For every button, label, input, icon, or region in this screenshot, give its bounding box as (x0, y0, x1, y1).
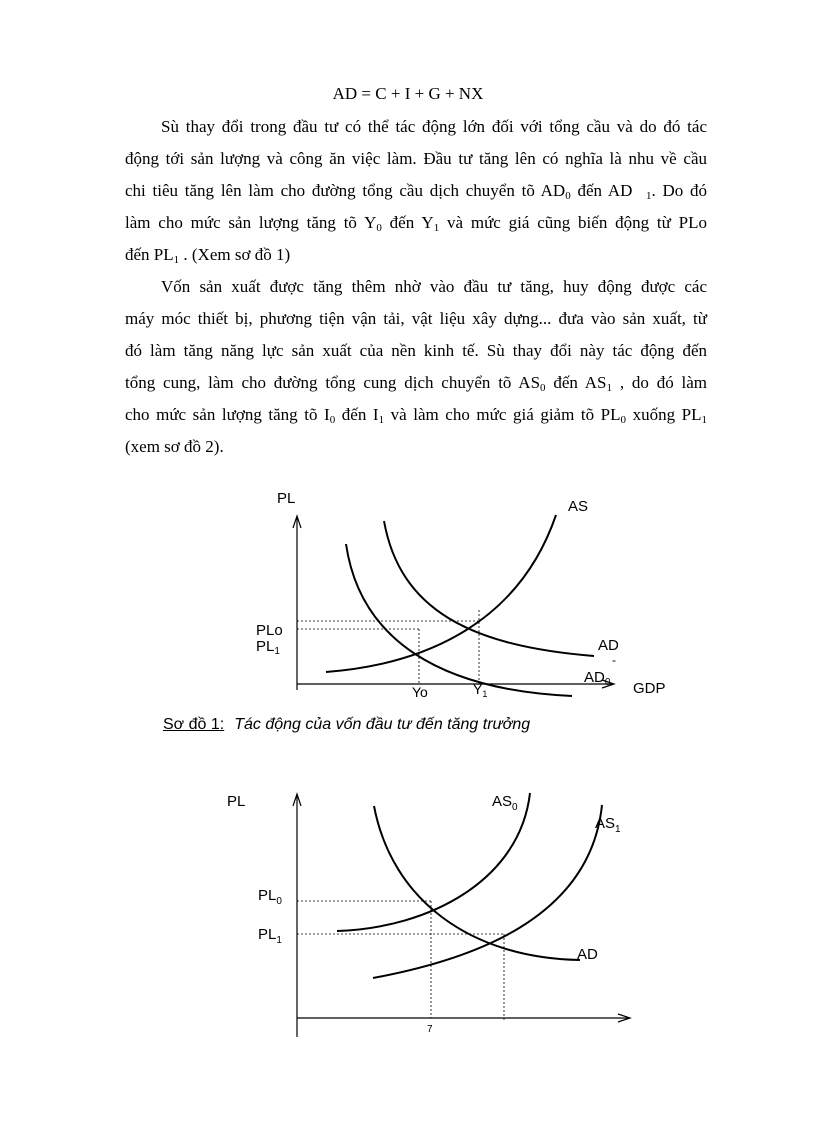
y-axis-arrow (293, 516, 301, 528)
diagram-1-caption (163, 716, 530, 734)
ad-curve (374, 806, 580, 960)
ad0-label: $AD_0$ (584, 669, 611, 688)
y-axis-label: PL (277, 490, 296, 507)
ad-label: AD (598, 637, 619, 654)
plo-label: PLo (256, 622, 283, 639)
text-line: chi tiêu tăng lên làm cho đường tổng cầu dịch chuyển tõ $AD_0$ đến AD $_1$. Do đó (125, 181, 707, 202)
as1-curve (373, 805, 602, 978)
text-line: đến $PL_1$ . (Xem sơ đồ 1) (125, 245, 291, 266)
as0-curve (337, 793, 530, 931)
y-axis-arrow (293, 794, 301, 806)
text-line: Sù thay đổi trong đầu tư có thể tác động lớn đối với tổng cầu và do đó tác (161, 117, 707, 136)
pl1-label: $PL_1$ (256, 638, 280, 657)
text-line: tổng cung, làm cho đường tổng cung dịch chuyển tõ $AS_0$ đến $AS_1$ , do đó làm (125, 373, 707, 394)
text-line: đó làm tăng năng lực sản xuất của nền kinh tế. Sù thay đổi này tác động đến (125, 341, 707, 360)
paragraph-capital-supply (125, 271, 707, 463)
x-axis-arrow (618, 1014, 630, 1022)
text-line: máy móc thiết bị, phương tiện vận tải, vật liệu xây dựng... đưa vào sản xuất, từ (125, 309, 707, 328)
y1-label: $Y_1$ (473, 681, 488, 699)
text-line: cho mức sản lượng tăng tõ $I_0$ đến $I_1$ và làm cho mức giá giảm tõ $PL_0$ xuống $PL_1$ (125, 405, 707, 426)
ad0-curve (346, 544, 572, 696)
yo-label: Yo (412, 684, 428, 700)
ad-curve (384, 521, 594, 656)
text-line: Vốn sản xuất được tăng thêm nhờ vào đầu tư tăng, huy động được các (161, 277, 707, 296)
tick-mark: - (612, 653, 616, 667)
ad-formula: AD = C + I + G + NX (332, 84, 484, 103)
text-line: làm cho mức sản lượng tăng tõ $Y_0$ đến $Y_1$ và mức giá cũng biến động từ PLo (125, 213, 708, 234)
caption-label: Sơ đồ 1: (163, 716, 225, 733)
paragraph-investment-demand (125, 111, 707, 271)
as-curve (326, 515, 556, 672)
x-tick-label: 7 (427, 1024, 433, 1035)
caption-text: Tác động của vốn đầu tư đến tăng trưởng (234, 716, 531, 733)
text-line: động tới sản lượng và công ăn việc làm. Đầu tư tăng lên có nghĩa là nhu về cầu (125, 149, 707, 168)
pl0-label: $PL_0$ (258, 887, 282, 907)
as-label: AS (568, 498, 589, 515)
y-axis-label: PL (227, 793, 246, 810)
x-axis-label: GDP (633, 680, 666, 697)
x-axis-arrow (602, 680, 614, 688)
ad-label: AD (577, 946, 598, 963)
pl1-label: $PL_1$ (258, 926, 282, 946)
text-line: (xem sơ đồ 2). (125, 437, 224, 456)
as1-label: $AS_1$ (595, 815, 621, 835)
as0-label: $AS_0$ (492, 793, 518, 813)
